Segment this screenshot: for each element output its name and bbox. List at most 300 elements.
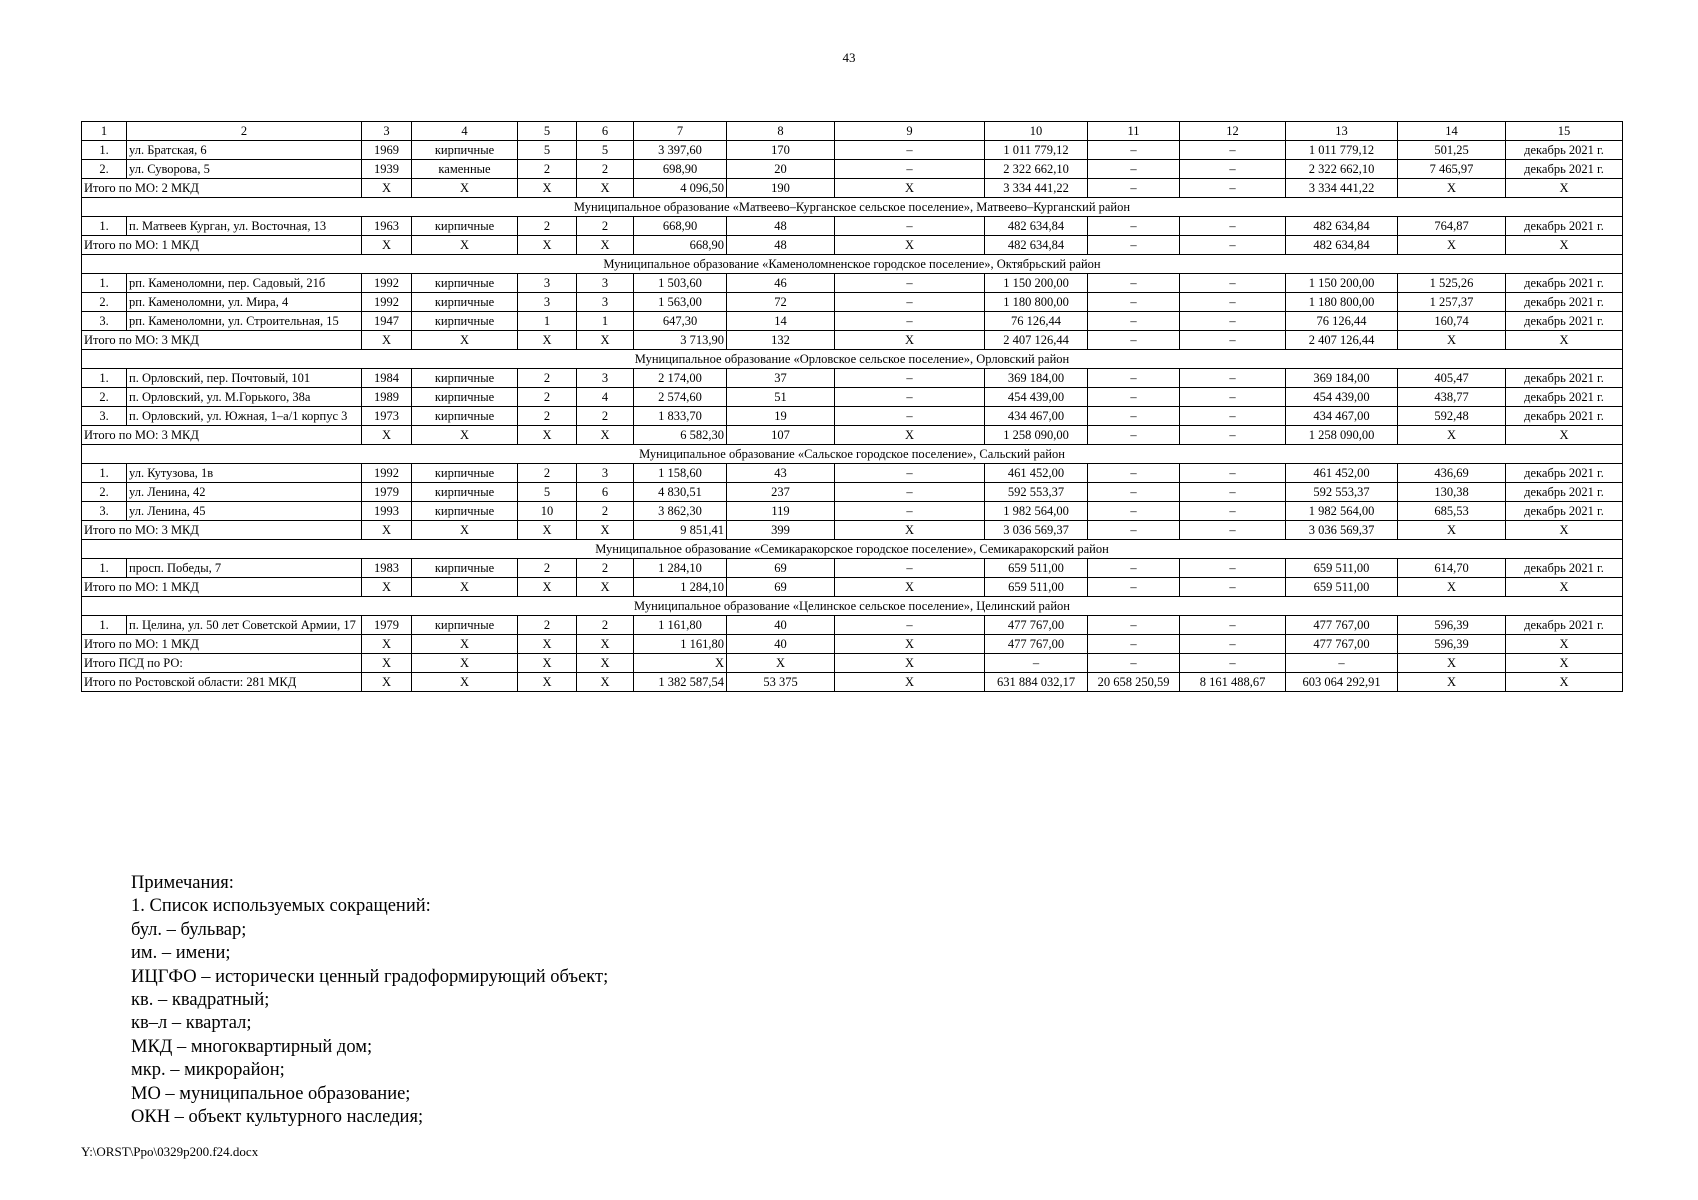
data-cell: 482 634,84 (985, 217, 1088, 236)
total-cell: X (1506, 673, 1623, 692)
note-line: им. – имени; (131, 943, 231, 964)
total-cell: X (362, 578, 412, 597)
data-cell: 477 767,00 (1286, 616, 1398, 635)
total-cell: – (1088, 426, 1180, 445)
data-cell: 592,48 (1398, 407, 1506, 426)
data-cell: 5 (518, 483, 577, 502)
total-cell: X (412, 331, 518, 350)
data-cell: 1 503,60 (634, 274, 727, 293)
total-cell: X (577, 426, 634, 445)
total-cell: 107 (727, 426, 835, 445)
data-cell: кирпичные (412, 464, 518, 483)
data-cell: – (835, 141, 985, 160)
data-cell: 1 284,10 (634, 559, 727, 578)
note-line: МКД – многоквартирный дом; (131, 1036, 373, 1057)
data-cell: 3. (82, 312, 127, 331)
data-cell: декабрь 2021 г. (1506, 160, 1623, 179)
total-cell: 1 284,10 (634, 578, 727, 597)
table-row (82, 502, 1623, 521)
total-cell: 9 851,41 (634, 521, 727, 540)
total-cell: X (1398, 426, 1506, 445)
data-cell: 2 (577, 616, 634, 635)
total-cell: X (835, 673, 985, 692)
data-cell: 592 553,37 (1286, 483, 1398, 502)
note-line: бул. – бульвар; (131, 919, 247, 940)
total-cell: X (1398, 521, 1506, 540)
address-cell: рп. Каменоломни, ул. Мира, 4 (127, 293, 362, 312)
data-cell: 3 397,60 (634, 141, 727, 160)
data-cell: 434 467,00 (1286, 407, 1398, 426)
data-cell: 3 (518, 293, 577, 312)
address-cell: п. Орловский, ул. М.Горького, 38а (127, 388, 362, 407)
note-line: МО – муниципальное образование; (131, 1083, 411, 1104)
data-cell: 3 (518, 274, 577, 293)
total-cell: X (1398, 673, 1506, 692)
table-row (82, 369, 1623, 388)
data-cell: 14 (727, 312, 835, 331)
data-cell: 369 184,00 (1286, 369, 1398, 388)
data-cell: – (835, 217, 985, 236)
total-cell: – (1088, 236, 1180, 255)
footer-file-path: Y:\ORST\Ppo\0329p200.f24.docx (81, 1144, 259, 1159)
total-cell: X (1506, 654, 1623, 673)
data-cell: кирпичные (412, 616, 518, 635)
data-cell: – (1088, 369, 1180, 388)
total-cell: 1 161,80 (634, 635, 727, 654)
total-cell: X (835, 654, 985, 673)
table-row (82, 312, 1623, 331)
data-cell: декабрь 2021 г. (1506, 141, 1623, 160)
data-cell: 1984 (362, 369, 412, 388)
total-label: Итого по МО: 1 МКД (82, 236, 362, 255)
data-cell: 764,87 (1398, 217, 1506, 236)
total-cell: 8 161 488,67 (1180, 673, 1286, 692)
data-cell: 10 (518, 502, 577, 521)
total-cell: 20 658 250,59 (1088, 673, 1180, 692)
data-cell: – (1088, 160, 1180, 179)
table-row (82, 616, 1623, 635)
total-cell: X (577, 331, 634, 350)
total-cell: 2 407 126,44 (1286, 331, 1398, 350)
data-cell: 1. (82, 141, 127, 160)
total-cell: X (412, 673, 518, 692)
total-cell: X (1506, 426, 1623, 445)
data-cell: 170 (727, 141, 835, 160)
register-table (81, 121, 1623, 692)
data-cell: 48 (727, 217, 835, 236)
data-cell: декабрь 2021 г. (1506, 217, 1623, 236)
total-cell: X (1506, 521, 1623, 540)
total-cell: X (412, 179, 518, 198)
total-cell: – (985, 654, 1088, 673)
data-cell: 1 180 800,00 (985, 293, 1088, 312)
data-cell: декабрь 2021 г. (1506, 483, 1623, 502)
total-cell: X (362, 426, 412, 445)
data-cell: 2 (518, 407, 577, 426)
data-cell: 1979 (362, 616, 412, 635)
page-number: 43 (842, 50, 856, 65)
total-cell: – (1180, 578, 1286, 597)
data-cell: 2 (518, 369, 577, 388)
data-cell: кирпичные (412, 141, 518, 160)
data-cell: 2 (518, 464, 577, 483)
data-cell: декабрь 2021 г. (1506, 293, 1623, 312)
total-cell: 3 713,90 (634, 331, 727, 350)
header-row (82, 122, 1623, 141)
note-line: 1. Список используемых сокращений: (131, 896, 431, 917)
total-cell: 1 382 587,54 (634, 673, 727, 692)
total-cell: – (1180, 426, 1286, 445)
data-cell: – (1180, 388, 1286, 407)
table-row (82, 464, 1623, 483)
data-cell: – (1180, 464, 1286, 483)
data-cell: кирпичные (412, 388, 518, 407)
data-cell: 1 (518, 312, 577, 331)
total-cell: X (518, 521, 577, 540)
total-cell: 1 258 090,00 (985, 426, 1088, 445)
data-cell: 685,53 (1398, 502, 1506, 521)
data-cell: – (835, 559, 985, 578)
notes-section (131, 872, 608, 1129)
address-cell: просп. Победы, 7 (127, 559, 362, 578)
total-cell: X (835, 179, 985, 198)
total-cell: 477 767,00 (985, 635, 1088, 654)
column-number-cell: 11 (1088, 122, 1180, 141)
data-cell: 2 (518, 388, 577, 407)
data-cell: – (835, 388, 985, 407)
data-cell: 1992 (362, 464, 412, 483)
data-cell: 160,74 (1398, 312, 1506, 331)
data-cell: 3 (577, 464, 634, 483)
data-cell: 647,30 (634, 312, 727, 331)
column-number-cell: 13 (1286, 122, 1398, 141)
table-body (82, 122, 1623, 692)
total-cell: X (577, 673, 634, 692)
total-cell: X (412, 521, 518, 540)
data-cell: 698,90 (634, 160, 727, 179)
total-cell: – (1088, 521, 1180, 540)
data-cell: – (1088, 293, 1180, 312)
total-label: Итого по Ростовской области: 281 МКД (82, 673, 362, 692)
total-cell: X (577, 521, 634, 540)
total-cell: X (518, 331, 577, 350)
total-cell: – (1088, 578, 1180, 597)
data-cell: декабрь 2021 г. (1506, 388, 1623, 407)
total-cell: X (1506, 236, 1623, 255)
data-cell: 1992 (362, 274, 412, 293)
note-line: ИЦГФО – исторически ценный градоформирующий объект; (131, 966, 609, 987)
total-cell: – (1180, 521, 1286, 540)
data-cell: 477 767,00 (985, 616, 1088, 635)
total-cell: 40 (727, 635, 835, 654)
data-cell: 1. (82, 616, 127, 635)
address-cell: ул. Ленина, 45 (127, 502, 362, 521)
total-cell: X (835, 331, 985, 350)
total-cell: X (362, 654, 412, 673)
total-cell: X (412, 236, 518, 255)
section-title: Муниципальное образование «Орловское сельское поселение», Орловский район (82, 350, 1623, 369)
total-cell: X (1398, 654, 1506, 673)
total-cell: X (1398, 331, 1506, 350)
total-cell: X (1398, 578, 1506, 597)
data-cell: 4 (577, 388, 634, 407)
total-cell: X (518, 179, 577, 198)
total-cell: X (727, 654, 835, 673)
table-row (82, 407, 1623, 426)
total-cell: X (412, 635, 518, 654)
data-cell: кирпичные (412, 274, 518, 293)
total-row (82, 331, 1623, 350)
data-cell: 2 (518, 616, 577, 635)
note-line: кв. – квадратный; (131, 990, 270, 1011)
total-cell: 190 (727, 179, 835, 198)
total-cell: 3 036 569,37 (985, 521, 1088, 540)
data-cell: – (1088, 483, 1180, 502)
data-cell: – (835, 483, 985, 502)
data-cell: 1 180 800,00 (1286, 293, 1398, 312)
data-cell: 1939 (362, 160, 412, 179)
total-cell: X (362, 635, 412, 654)
data-cell: 1. (82, 464, 127, 483)
total-cell: X (518, 635, 577, 654)
data-cell: 1 011 779,12 (1286, 141, 1398, 160)
data-cell: – (1180, 559, 1286, 578)
total-cell: X (412, 426, 518, 445)
data-cell: декабрь 2021 г. (1506, 464, 1623, 483)
total-label: Итого по МО: 3 МКД (82, 426, 362, 445)
data-cell: декабрь 2021 г. (1506, 502, 1623, 521)
total-cell: 1 258 090,00 (1286, 426, 1398, 445)
total-cell: 659 511,00 (1286, 578, 1398, 597)
total-label: Итого по МО: 1 МКД (82, 635, 362, 654)
address-cell: рп. Каменоломни, ул. Строительная, 15 (127, 312, 362, 331)
total-cell: – (1180, 331, 1286, 350)
column-number-cell: 7 (634, 122, 727, 141)
data-cell: – (835, 312, 985, 331)
data-cell: декабрь 2021 г. (1506, 407, 1623, 426)
data-cell: кирпичные (412, 369, 518, 388)
notes-heading: Примечания: (131, 873, 234, 893)
total-cell: 6 582,30 (634, 426, 727, 445)
table-row (82, 559, 1623, 578)
data-cell: – (835, 616, 985, 635)
column-number-cell: 5 (518, 122, 577, 141)
address-cell: п. Матвеев Курган, ул. Восточная, 13 (127, 217, 362, 236)
section-title: Муниципальное образование «Матвеево–Курганское сельское поселение», Матвеево–Курганский район (82, 198, 1623, 217)
note-line: ОКН – объект культурного наследия; (131, 1107, 424, 1128)
column-number-cell: 1 (82, 122, 127, 141)
data-cell: 1 982 564,00 (985, 502, 1088, 521)
total-cell: 69 (727, 578, 835, 597)
data-cell: 1 011 779,12 (985, 141, 1088, 160)
data-cell: – (1180, 616, 1286, 635)
data-cell: 2. (82, 293, 127, 312)
total-row (82, 673, 1623, 692)
total-cell: – (1180, 635, 1286, 654)
total-cell: X (518, 426, 577, 445)
data-cell: 659 511,00 (985, 559, 1088, 578)
data-cell: 434 467,00 (985, 407, 1088, 426)
total-cell: – (1180, 236, 1286, 255)
data-cell: 1 161,80 (634, 616, 727, 635)
data-cell: – (1180, 217, 1286, 236)
data-cell: – (1180, 407, 1286, 426)
total-cell: X (577, 654, 634, 673)
total-label: Итого по МО: 3 МКД (82, 521, 362, 540)
data-cell: 5 (577, 141, 634, 160)
data-cell: 1969 (362, 141, 412, 160)
total-cell: X (835, 635, 985, 654)
address-cell: ул. Ленина, 42 (127, 483, 362, 502)
address-cell: ул. Братская, 6 (127, 141, 362, 160)
total-cell: X (577, 179, 634, 198)
total-cell: 3 334 441,22 (1286, 179, 1398, 198)
data-cell: 76 126,44 (1286, 312, 1398, 331)
data-cell: 37 (727, 369, 835, 388)
total-cell: X (518, 673, 577, 692)
total-row (82, 578, 1623, 597)
data-cell: 1993 (362, 502, 412, 521)
data-cell: 1 257,37 (1398, 293, 1506, 312)
data-cell: 1 158,60 (634, 464, 727, 483)
total-row (82, 236, 1623, 255)
address-cell: п. Орловский, ул. Южная, 1–а/1 корпус 3 (127, 407, 362, 426)
total-cell: 603 064 292,91 (1286, 673, 1398, 692)
data-cell: 72 (727, 293, 835, 312)
total-row (82, 426, 1623, 445)
column-number-cell: 9 (835, 122, 985, 141)
data-cell: 3 862,30 (634, 502, 727, 521)
data-cell: 659 511,00 (1286, 559, 1398, 578)
data-cell: 405,47 (1398, 369, 1506, 388)
total-cell: 596,39 (1398, 635, 1506, 654)
data-cell: 1 (577, 312, 634, 331)
total-cell: 482 634,84 (985, 236, 1088, 255)
table-row (82, 160, 1623, 179)
total-row (82, 635, 1623, 654)
data-cell: 2 (518, 217, 577, 236)
total-cell: 48 (727, 236, 835, 255)
total-cell: X (518, 654, 577, 673)
data-cell: 454 439,00 (985, 388, 1088, 407)
data-cell: 1973 (362, 407, 412, 426)
data-cell: 1979 (362, 483, 412, 502)
total-cell: 631 884 032,17 (985, 673, 1088, 692)
data-cell: 4 830,51 (634, 483, 727, 502)
data-cell: кирпичные (412, 559, 518, 578)
data-cell: – (835, 369, 985, 388)
section-title: Муниципальное образование «Целинское сельское поселение», Целинский район (82, 597, 1623, 616)
data-cell: 436,69 (1398, 464, 1506, 483)
data-cell: кирпичные (412, 407, 518, 426)
data-cell: 2 174,00 (634, 369, 727, 388)
data-cell: 668,90 (634, 217, 727, 236)
data-cell: 2 322 662,10 (985, 160, 1088, 179)
total-cell: X (1506, 179, 1623, 198)
column-number-cell: 10 (985, 122, 1088, 141)
column-number-cell: 3 (362, 122, 412, 141)
data-cell: 2 (577, 160, 634, 179)
section-row (82, 445, 1623, 464)
data-cell: 1 833,70 (634, 407, 727, 426)
data-cell: – (1088, 388, 1180, 407)
data-cell: 119 (727, 502, 835, 521)
data-cell: 7 465,97 (1398, 160, 1506, 179)
total-cell: X (634, 654, 727, 673)
data-cell: 2 (518, 160, 577, 179)
data-cell: – (1180, 502, 1286, 521)
address-cell: ул. Кутузова, 1в (127, 464, 362, 483)
data-cell: 3 (577, 293, 634, 312)
total-cell: X (518, 578, 577, 597)
column-number-cell: 2 (127, 122, 362, 141)
data-cell: 1 150 200,00 (985, 274, 1088, 293)
data-cell: – (1088, 274, 1180, 293)
table-row (82, 293, 1623, 312)
data-cell: 130,38 (1398, 483, 1506, 502)
data-cell: кирпичные (412, 293, 518, 312)
data-cell: 1983 (362, 559, 412, 578)
data-cell: 6 (577, 483, 634, 502)
data-cell: кирпичные (412, 502, 518, 521)
total-cell: X (577, 635, 634, 654)
data-cell: 51 (727, 388, 835, 407)
total-cell: 132 (727, 331, 835, 350)
data-cell: 1 563,00 (634, 293, 727, 312)
data-cell: 2 (518, 559, 577, 578)
data-cell: – (1180, 274, 1286, 293)
total-cell: 3 036 569,37 (1286, 521, 1398, 540)
section-row (82, 597, 1623, 616)
data-cell: 1 150 200,00 (1286, 274, 1398, 293)
data-cell: 1947 (362, 312, 412, 331)
data-cell: 3 (577, 274, 634, 293)
data-cell: 1. (82, 217, 127, 236)
column-number-cell: 8 (727, 122, 835, 141)
data-cell: декабрь 2021 г. (1506, 312, 1623, 331)
total-cell: X (362, 521, 412, 540)
data-cell: – (1088, 616, 1180, 635)
data-cell: – (1088, 502, 1180, 521)
data-cell: – (1088, 407, 1180, 426)
data-cell: 19 (727, 407, 835, 426)
total-cell: – (1286, 654, 1398, 673)
total-cell: X (362, 673, 412, 692)
data-cell: 1992 (362, 293, 412, 312)
total-cell: 3 334 441,22 (985, 179, 1088, 198)
total-cell: X (1506, 578, 1623, 597)
total-cell: X (518, 236, 577, 255)
data-cell: декабрь 2021 г. (1506, 274, 1623, 293)
data-cell: – (835, 407, 985, 426)
data-cell: кирпичные (412, 483, 518, 502)
data-cell: – (1088, 141, 1180, 160)
total-cell: X (362, 179, 412, 198)
data-cell: 369 184,00 (985, 369, 1088, 388)
data-cell: 5 (518, 141, 577, 160)
table-row (82, 483, 1623, 502)
total-cell: X (1398, 236, 1506, 255)
data-cell: 1. (82, 274, 127, 293)
total-cell: 399 (727, 521, 835, 540)
data-cell: 501,25 (1398, 141, 1506, 160)
total-cell: 659 511,00 (985, 578, 1088, 597)
total-cell: – (1088, 179, 1180, 198)
section-row (82, 350, 1623, 369)
data-cell: 2 322 662,10 (1286, 160, 1398, 179)
data-cell: – (1180, 483, 1286, 502)
data-cell: 1 525,26 (1398, 274, 1506, 293)
